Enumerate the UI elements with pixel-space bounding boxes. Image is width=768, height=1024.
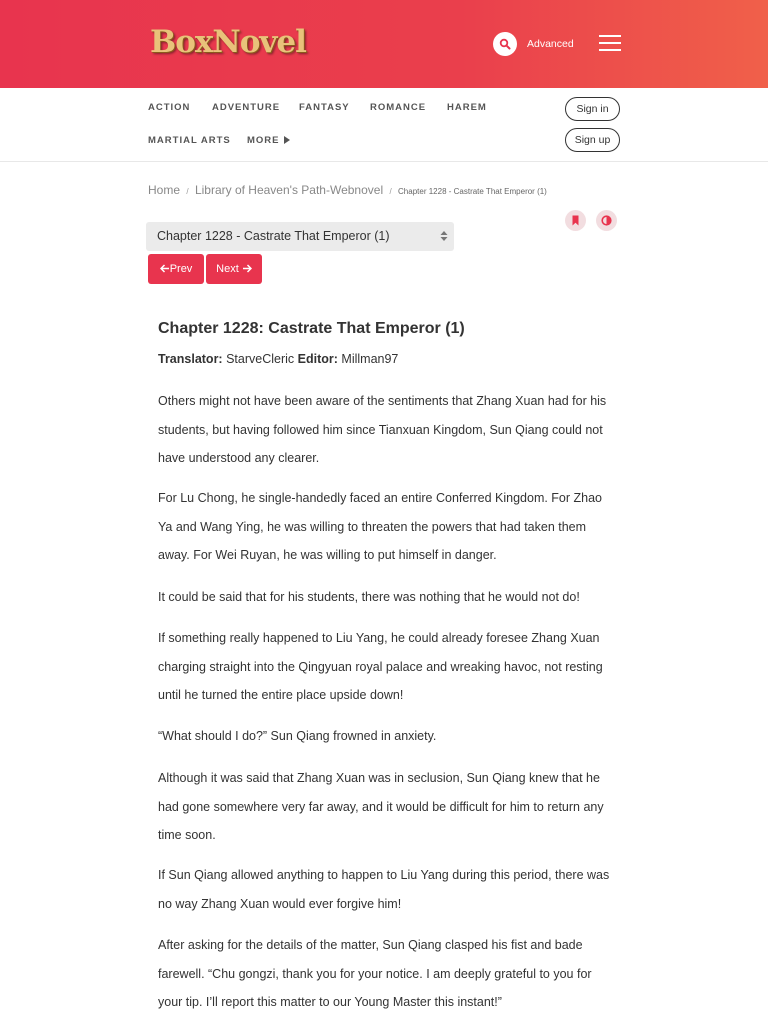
chapter-title: Chapter 1228: Castrate That Emperor (1): [158, 320, 465, 337]
nav-more-label: MORE: [247, 135, 280, 146]
breadcrumb-separator: /: [389, 187, 392, 196]
chapter-credits: [158, 352, 398, 366]
site-header: [0, 0, 768, 88]
chapter-paragraph: It could be said that for his students, there was nothing that he would not do!: [158, 590, 580, 604]
chapter-paragraph: If Sun Qiang allowed anything to happen to Liu Yang during this period, there was no way Zhang Xuan would ever forgive him!: [158, 868, 610, 911]
chapter-paragraph: Others might not have been aware of the sentiments that Zhang Xuan had for his students, but having followed him since Tianxuan Kingdom, Sun Qiang could not have understood any clearer.: [158, 394, 607, 465]
editor-label: Editor:: [297, 352, 338, 366]
nav-item-more[interactable]: [247, 135, 290, 146]
genre-nav: [0, 88, 768, 162]
nav-item-action[interactable]: ACTION: [148, 102, 191, 113]
next-label: Next: [216, 263, 239, 275]
prev-label: Prev: [169, 263, 193, 275]
site-logo[interactable]: BoxNovel: [150, 24, 306, 60]
breadcrumb-home[interactable]: Home: [148, 183, 181, 197]
editor-name: Millman97: [341, 352, 399, 366]
chapter-paragraph: If something really happened to Liu Yang, he could already foresee Zhang Xuan charging straight into the Qingyuan royal palace and wreaking havoc, not resting until he turned the entire place upside down!: [158, 631, 603, 702]
next-chapter-button[interactable]: [206, 254, 262, 284]
contrast-icon: [601, 215, 612, 226]
chapter-select-value: Chapter 1228 - Castrate That Emperor (1): [157, 229, 390, 243]
chapter-paragraph: “What should I do?” Sun Qiang frowned in anxiety.: [158, 729, 437, 743]
bookmark-button[interactable]: [565, 210, 586, 231]
chapter-paragraph: Although it was said that Zhang Xuan was in seclusion, Sun Qiang knew that he had gone somewhere very far away, and it would be difficult for him to return any time soon.: [158, 771, 604, 842]
nav-item-adventure[interactable]: ADVENTURE: [212, 102, 281, 113]
breadcrumb-novel[interactable]: Library of Heaven's Path-Webnovel: [194, 183, 384, 197]
arrow-right-icon: [242, 264, 252, 273]
nav-item-romance[interactable]: ROMANCE: [370, 102, 427, 113]
translator-name: StarveCleric: [226, 352, 295, 366]
chapter-select[interactable]: [146, 222, 454, 251]
search-button[interactable]: [493, 32, 517, 56]
arrow-left-icon: [160, 264, 170, 273]
sign-up-button[interactable]: Sign up: [565, 128, 620, 152]
prev-chapter-button[interactable]: [148, 254, 204, 284]
breadcrumb-separator: /: [186, 187, 189, 196]
caret-right-icon: [284, 136, 290, 144]
breadcrumb: [148, 183, 547, 197]
nav-item-fantasy[interactable]: FANTASY: [299, 102, 350, 113]
nav-item-martial-arts[interactable]: MARTIAL ARTS: [148, 135, 231, 146]
contrast-toggle-button[interactable]: [596, 210, 617, 231]
sign-in-button[interactable]: Sign in: [565, 97, 620, 121]
bookmark-icon: [570, 215, 581, 226]
hamburger-icon[interactable]: [599, 35, 621, 53]
search-icon: [499, 38, 511, 50]
nav-item-harem[interactable]: HAREM: [447, 102, 487, 113]
advanced-search-link[interactable]: Advanced: [527, 38, 574, 50]
select-arrows-icon: [440, 230, 448, 242]
translator-label: Translator:: [158, 352, 223, 366]
breadcrumb-current: Chapter 1228 - Castrate That Emperor (1): [398, 187, 547, 196]
chapter-paragraph: For Lu Chong, he single-handedly faced an entire Conferred Kingdom. For Zhao Ya and Wang Ying, he was willing to threaten the powers that had taken them away. For Wei Ruyan, he was willing to put himself in danger.: [158, 491, 603, 562]
chapter-paragraph: After asking for the details of the matter, Sun Qiang clasped his fist and bade farewell. “Chu gongzi, thank you for your notice. I am deeply grateful to you for your tip. I’ll report this matter to our Young Master this instant!”: [158, 938, 592, 1009]
